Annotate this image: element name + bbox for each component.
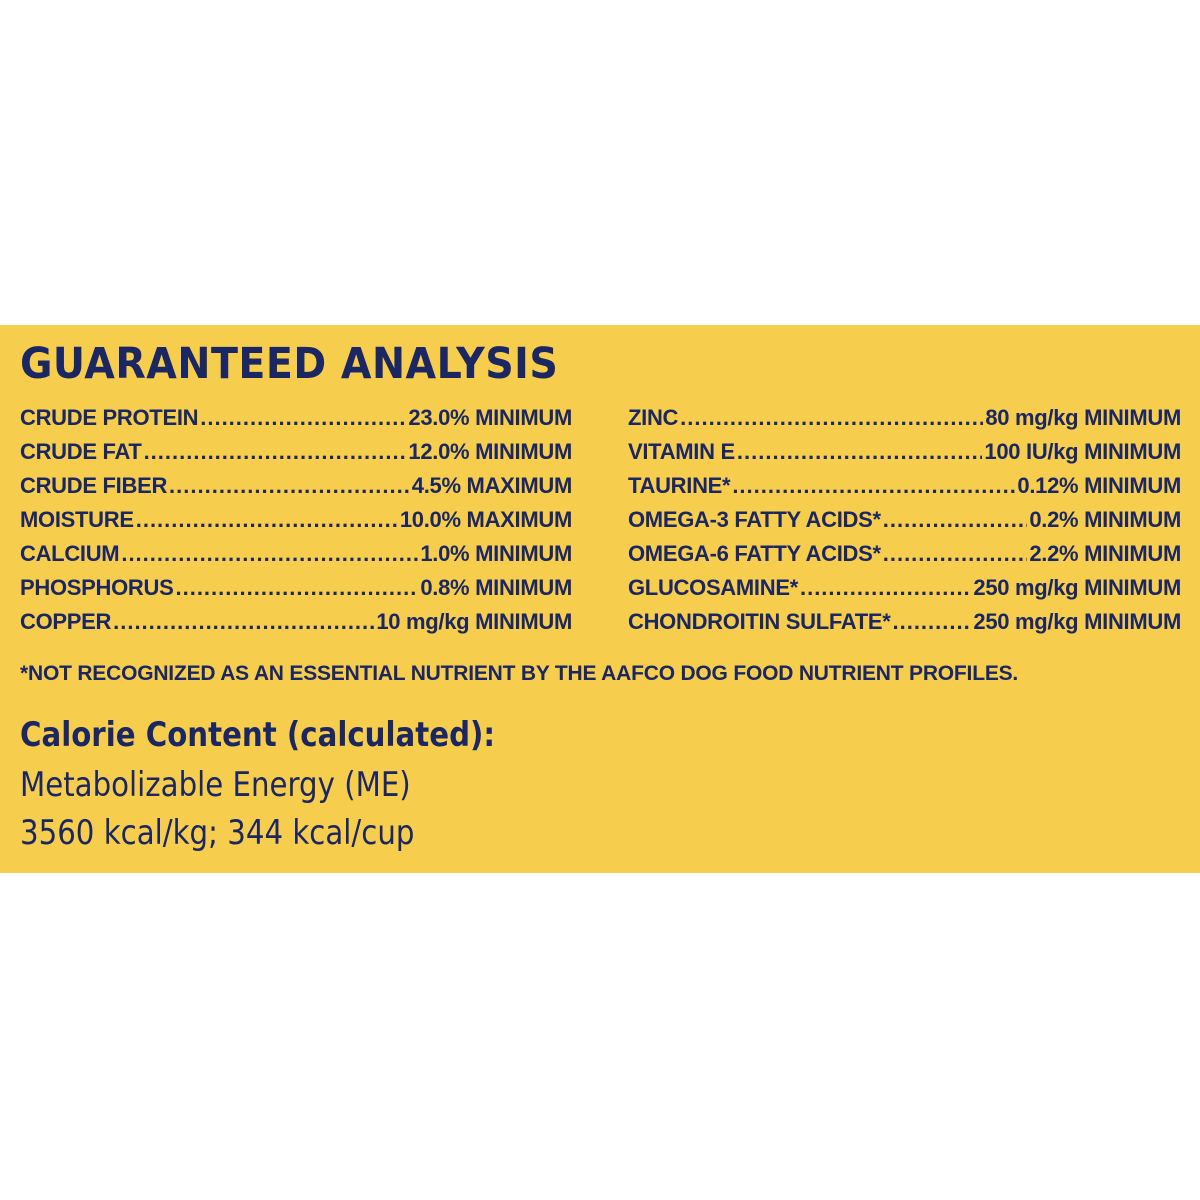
- nutrient-value: 0.8% MINIMUM: [420, 575, 572, 600]
- dot-leader: [144, 439, 407, 465]
- nutrient-label: TAURINE*: [628, 473, 731, 498]
- metabolizable-energy-label: Metabolizable Energy (ME): [20, 765, 411, 805]
- nutrient-label: CRUDE PROTEIN: [20, 405, 199, 430]
- nutrient-label: CRUDE FIBER: [20, 473, 168, 498]
- nutrient-row: [628, 507, 1181, 541]
- calorie-content-heading: Calorie Content (calculated):: [20, 715, 496, 755]
- dot-leader: [113, 609, 374, 635]
- nutrient-row: [20, 439, 572, 473]
- nutrient-label: CALCIUM: [20, 541, 120, 566]
- dot-leader: [121, 541, 418, 567]
- nutrient-value: 12.0% MINIMUM: [408, 439, 572, 464]
- nutrient-label: VITAMIN E: [628, 439, 735, 464]
- nutrient-row: [20, 405, 572, 439]
- dot-leader: [732, 473, 1015, 499]
- nutrient-value: 10.0% MAXIMUM: [399, 507, 572, 532]
- dot-leader: [892, 609, 971, 635]
- nutrient-row: [628, 405, 1181, 439]
- nutrient-value: 80 mg/kg MINIMUM: [985, 405, 1181, 430]
- calorie-values: 3560 kcal/kg; 344 kcal/cup: [20, 813, 415, 853]
- nutrient-row: [628, 439, 1181, 473]
- dot-leader: [800, 575, 971, 601]
- dot-leader: [136, 507, 398, 533]
- dot-leader: [200, 405, 406, 431]
- nutrient-row: [20, 473, 572, 507]
- nutrient-value: 100 IU/kg MINIMUM: [984, 439, 1181, 464]
- dot-leader: [680, 405, 983, 431]
- dot-leader: [737, 439, 982, 465]
- nutrient-label: CHONDROITIN SULFATE*: [628, 609, 891, 634]
- nutrient-label: CRUDE FAT: [20, 439, 142, 464]
- nutrient-label: ZINC: [628, 405, 679, 430]
- guaranteed-analysis-panel: [0, 325, 1200, 873]
- nutrient-row: [20, 575, 572, 609]
- nutrient-value: 10 mg/kg MINIMUM: [376, 609, 572, 634]
- nutrient-label: PHOSPHORUS: [20, 575, 174, 600]
- nutrient-row: [628, 541, 1181, 575]
- aafco-footnote: *NOT RECOGNIZED AS AN ESSENTIAL NUTRIENT BY THE AAFCO DOG FOOD NUTRIENT PROFILES.: [20, 662, 1019, 685]
- nutrient-value: 250 mg/kg MINIMUM: [973, 575, 1181, 600]
- nutrient-value: 2.2% MINIMUM: [1029, 541, 1181, 566]
- nutrient-row: [20, 541, 572, 575]
- nutrient-column-right: [628, 405, 1181, 643]
- nutrient-value: 23.0% MINIMUM: [408, 405, 572, 430]
- dot-leader: [175, 575, 418, 601]
- nutrient-row: [628, 609, 1181, 643]
- nutrient-value: 250 mg/kg MINIMUM: [973, 609, 1181, 634]
- nutrient-value: 0.2% MINIMUM: [1029, 507, 1181, 532]
- nutrient-label: COPPER: [20, 609, 112, 634]
- nutrient-column-left: [20, 405, 572, 643]
- nutrient-label: OMEGA-3 FATTY ACIDS*: [628, 507, 881, 532]
- panel-title: GUARANTEED ANALYSIS: [20, 339, 559, 389]
- nutrient-label: MOISTURE: [20, 507, 134, 532]
- nutrient-row: [20, 609, 572, 643]
- nutrient-value: 4.5% MAXIMUM: [411, 473, 572, 498]
- nutrient-row: [20, 507, 572, 541]
- dot-leader: [169, 473, 410, 499]
- dot-leader: [883, 541, 1028, 567]
- nutrient-row: [628, 473, 1181, 507]
- nutrient-label: GLUCOSAMINE*: [628, 575, 798, 600]
- nutrient-row: [628, 575, 1181, 609]
- nutrient-value: 0.12% MINIMUM: [1017, 473, 1181, 498]
- nutrient-label: OMEGA-6 FATTY ACIDS*: [628, 541, 881, 566]
- dot-leader: [883, 507, 1028, 533]
- nutrient-value: 1.0% MINIMUM: [420, 541, 572, 566]
